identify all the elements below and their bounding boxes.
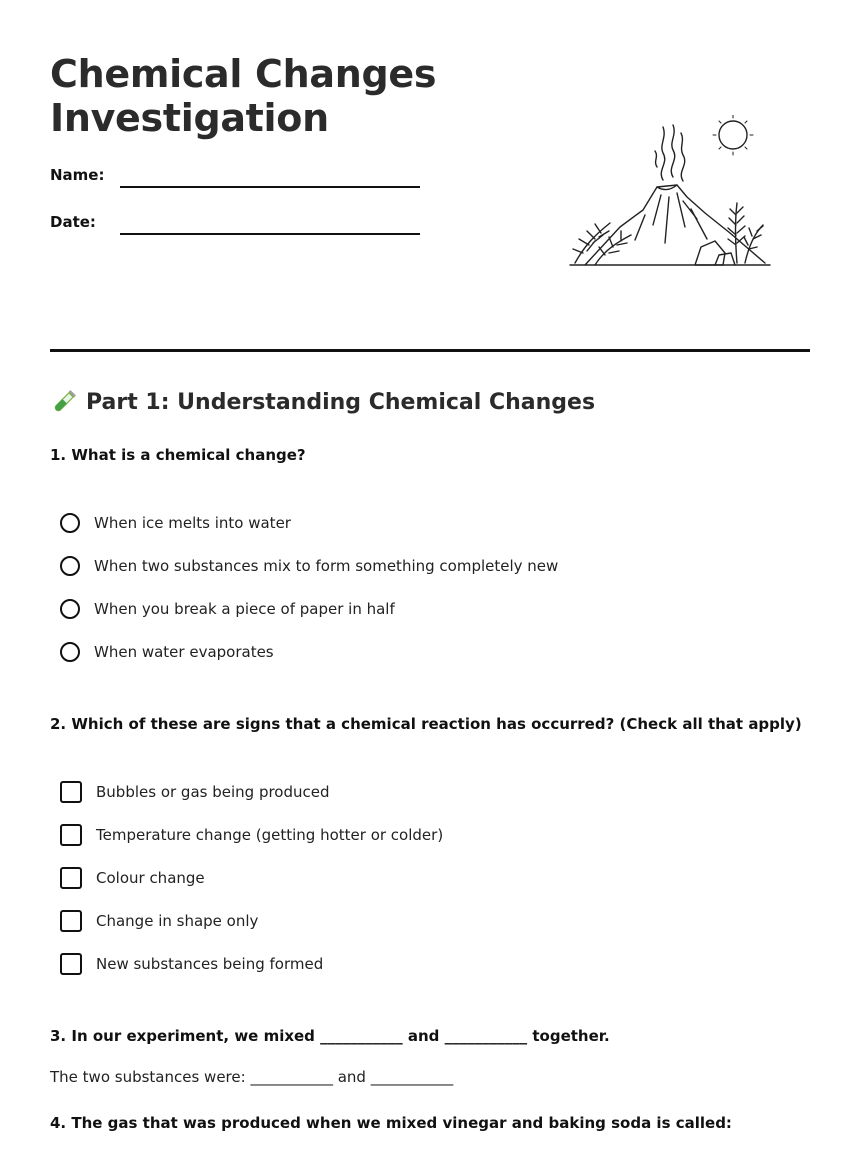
- q2-option-label: New substances being formed: [96, 955, 324, 973]
- radio-button[interactable]: [60, 599, 80, 619]
- q1-option-3[interactable]: [60, 597, 395, 621]
- q2-option-label: Change in shape only: [96, 912, 259, 930]
- name-field[interactable]: [120, 186, 420, 188]
- q2-option-label: Colour change: [96, 869, 205, 887]
- volcano-icon: [565, 115, 775, 275]
- part1-heading: [50, 388, 595, 416]
- checkbox[interactable]: [60, 953, 82, 975]
- q1-option-2[interactable]: [60, 554, 558, 578]
- q2-option-label: Bubbles or gas being produced: [96, 783, 330, 801]
- question-3: 3. In our experiment, we mixed ___________ and ___________ together.: [50, 1027, 610, 1045]
- checkbox[interactable]: [60, 910, 82, 932]
- checkbox[interactable]: [60, 867, 82, 889]
- title-line-1: Chemical Changes: [50, 52, 437, 96]
- section-divider: [50, 349, 810, 352]
- title-line-2: Investigation: [50, 96, 329, 140]
- question-1: 1. What is a chemical change?: [50, 446, 306, 464]
- q2-option-label: Temperature change (getting hotter or colder): [96, 826, 444, 844]
- q1-option-1[interactable]: [60, 511, 291, 535]
- q1-option-label: When ice melts into water: [94, 514, 291, 532]
- radio-button[interactable]: [60, 513, 80, 533]
- q1-option-label: When water evaporates: [94, 643, 274, 661]
- question-2: 2. Which of these are signs that a chemical reaction has occurred? (Check all that apply): [50, 715, 802, 733]
- checkbox[interactable]: [60, 824, 82, 846]
- part1-title: Part 1: Understanding Chemical Changes: [86, 389, 596, 415]
- q2-option-1[interactable]: [60, 780, 330, 804]
- date-field[interactable]: [120, 233, 420, 235]
- q1-option-label: When you break a piece of paper in half: [94, 600, 395, 618]
- q2-option-2[interactable]: [60, 823, 443, 847]
- page-title: [50, 52, 436, 140]
- q2-option-3[interactable]: [60, 866, 205, 890]
- date-label: Date:: [50, 213, 96, 231]
- radio-button[interactable]: [60, 642, 80, 662]
- question-3-followup: The two substances were: ___________ and ___________: [50, 1068, 454, 1086]
- q2-option-4[interactable]: [60, 909, 258, 933]
- name-label: Name:: [50, 166, 105, 184]
- radio-button[interactable]: [60, 556, 80, 576]
- q2-option-5[interactable]: [60, 952, 323, 976]
- test-tube-icon: [50, 388, 78, 416]
- q1-option-4[interactable]: [60, 640, 274, 664]
- question-4: 4. The gas that was produced when we mixed vinegar and baking soda is called:: [50, 1114, 732, 1132]
- checkbox[interactable]: [60, 781, 82, 803]
- q1-option-label: When two substances mix to form something completely new: [94, 557, 559, 575]
